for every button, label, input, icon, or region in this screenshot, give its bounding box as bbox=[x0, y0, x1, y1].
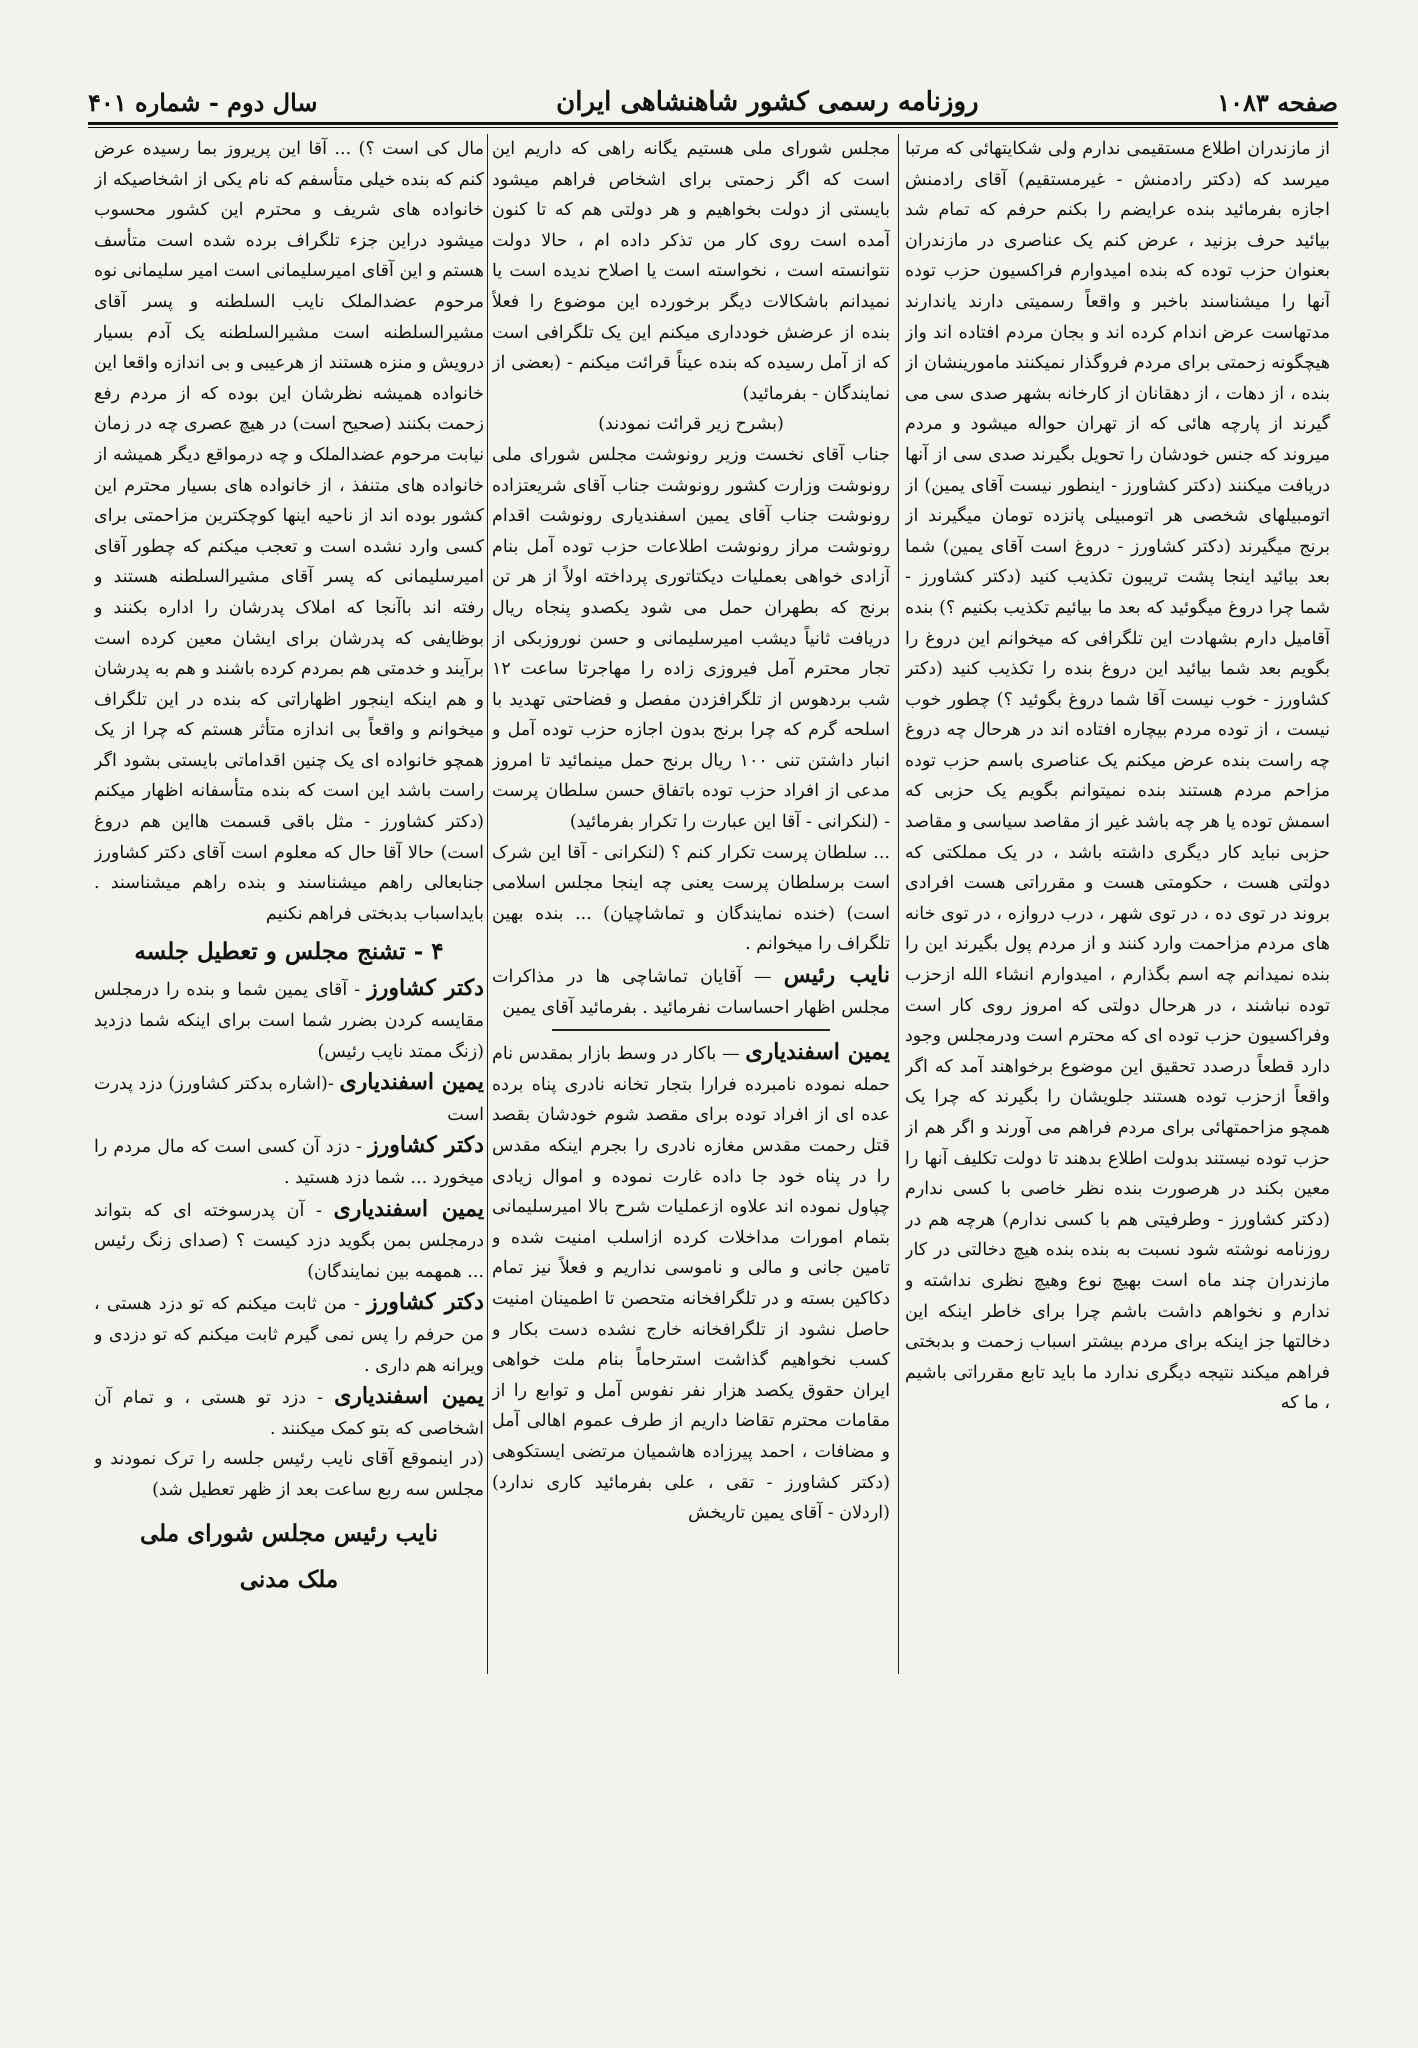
section-title: ۴ - تشنج مجلس و تعطیل جلسه bbox=[134, 938, 444, 966]
header-rule bbox=[88, 122, 1338, 125]
speech-text: - من ثابت میکنم که تو دزد هستی ، من حرفم را پس نمی گیرم ثابت میکنم که تو دزدی و ویرانه هم داری . bbox=[94, 1294, 484, 1376]
issue-number: سال دوم - شماره ۴۰۱ bbox=[88, 87, 318, 117]
paragraph: از مازندران اطلاع مستقیمی ندارم ولی شکایتهائی که مرتبا میرسد که (دکتر رادمنش - غیرمستقیم) آقای رادمنش اجازه بفرمائید بنده عرایضم را بکنم حرفم که تمام شد بیائید حرف بزنید ، عرض کنم یک عناصری در مازندران بعنوان حزب توده که بنده امیدوارم فراکسیون حزب توده آنها را میشناسند باخبر و واقعاً رسمیتی دارند یاندارند مدتهاست عرض اندام کرده اند و بجان مردم افتاده اند واز هیچگونه زحمتی برای مردم فروگذار نمیکنند مامورینشان از بنده ، از دهات ، از دهقانان از کارخانه بشهر صدی سی می گیرند از پارچه هائی که از تهران حواله میشود و مردم میروند که جنس خودشان را تحویل بگیرند صدی سی از آنها دریافت میکنند (دکتر کشاورز - اینطور نیست آقای یمین) از اتومبیلهای شخصی هر اتومبیلی پانزده تومان میگیرند از برنج میگیرند (دکتر کشاورز - دروغ است آقای یمین) شما بعد بیائید اینجا پشت تریبون تکذیب کنید (دکتر کشاورز - شما چرا دروغ میگوئید که بعد ما بیائیم تکذیب بکنیم ؟) بنده آقامیل دارم بشهادت این تلگرافی که میخوانم این دروغ را بگویم بعد شما بیائید این دروغ بنده را تکذیب کنید (دکتر کشاورز - خوب نیست آقا شما دروغ بگوئید ؟) چطور خوب نیست ، از توده مردم بیچاره افتاده اند در هرحال چه دروغ چه راست بنده عرض میکنم یک عناصری باسم حزب توده مزاحم مردم هستند بنده نمیتوانم بگویم یک حزبی که اسمش توده یا هر چه باشد غیر از مقاصد سیاسی و مقاصد حزبی نباید کار دیگری داشته باشد ، در یک مملکتی که دولتی هست ، حکومتی هست و مقرراتی هست افرادی بروند در توی ده ، در توی شهر ، درب دروازه ، در توی خانه های مردم مزاحمت وارد کنند و از مردم پول بگیرند این را بنده نمیدانم چه اسم بگذارم ، امیدوارم انشاء الله ازحزب توده نباشند ، در هرحال دولتی که امروز روی کار است وفراکسیون حزب توده ای که محترم است ودرمجلس وجود دارد قطعاً درصدد تحقیق این موضوع برخواهند آمد که اگر واقعاً ازحزب توده هستند جلویشان را بگیرند که چرا یک همچو مزاحمتهائی برای مردم فراهم می آورند و اگر هم از حزب توده نیستند بدولت اطلاع بدهند تا دولت تکلیف آنها را معین بکند در هرصورت بنده نظر خاصی با کسی ندارم (دکتر کشاورز - وطرفیتی هم با کسی ندارم) هرچه هم در روزنامه نوشته شود نسبت به بنده بنده هیچ دخالتی در کار مازندران چند ماه است بهیچ نوع وهیچ نظری نداشته و ندارم و نخواهم داشت باشم چرا برای خاطر اینکه این دخالتها جز اینکه برای مردم بیشتر اسباب زحمت و بدبختی فراهم میکند نتیجه دیگری ندارد ما باید تابع مقرراتی باشیم ، ما که bbox=[905, 139, 1330, 1414]
speech-block bbox=[94, 973, 484, 1067]
header-rule-thin bbox=[88, 127, 1338, 128]
column-middle bbox=[492, 134, 890, 1674]
speech-block bbox=[94, 1067, 484, 1130]
speaker-name: دکتر کشاورز bbox=[368, 1132, 484, 1159]
speech-block bbox=[94, 1287, 484, 1381]
speech-text: — آقایان تماشاچی ها در مذاکرات مجلس اظهار احساسات نفرمائید . بفرمائید آقای یمین bbox=[492, 967, 890, 1018]
page-header bbox=[88, 82, 1338, 122]
speech-block bbox=[94, 1194, 484, 1288]
speaker-name: نایب رئیس bbox=[783, 962, 890, 989]
speech-text: - آن پدرسوخته ای که بتواند درمجلس بمن بگوید دزد کیست ؟ (صدای زنگ رئیس ... همهمه بین نمایندگان) bbox=[94, 1200, 484, 1282]
speaker-name: دکتر کشاورز bbox=[366, 1289, 484, 1316]
speaker-name: یمین اسفندیاری bbox=[745, 1039, 890, 1066]
speaker-name: یمین اسفندیاری bbox=[334, 1383, 484, 1410]
speech-block bbox=[94, 1130, 484, 1193]
speech-text: - دزد تو هستی ، و تمام آن اشخاصی که بتو کمک میکنند . bbox=[94, 1388, 484, 1439]
signature-title: نایب رئیس مجلس شورای ملی bbox=[139, 1519, 439, 1547]
speaker-name: یمین اسفندیاری bbox=[339, 1069, 484, 1096]
closing-note: (در اینموقع آقای نایب رئیس جلسه را ترک نمودند و مجلس سه ربع ساعت بعد از ظهر تعطیل شد) bbox=[94, 1449, 484, 1500]
column-divider-right bbox=[898, 134, 899, 1674]
speech-text: — باکار در وسط بازار بمقدس نام حمله نموده نامبرده فرارا بتجار تخانه نادری پناه برده عده ای از افراد توده برای مقصد شوم خودشان بقصد قتل رحمت مقدس مغازه نادری را بجرم اینکه مقدس را در پناه خود جا داده غارت نموده و اموال زیادی چپاول نموده اند علاوه ازعملیات شرح بالا امیرسلیمانی بتمام امورات مداخلات کرده ازاسلب امنیت شده و تامین جانی و مالی و ناموسی نداریم و فعلاً نیز تمام دکاکین بسته و در تلگرافخانه متحصن تا اطمینان امنیت حاصل نشود از تلگرافخانه خارج نشده دست بکار و کسب نخواهیم گذاشت استرحاماً بنام ملت خواهی ایران حقوق یکصد هزار نفر نفوس آمل و توابع را از مقامات محترم تقاضا داریم از طرف عموم اهالی آمل و مضافات ، احمد پیرزاده هاشمیان مرتضی ایستکوهی (دکتر کشاورز - تقی ، علی بفرمائید کاری ندارد) (اردلان - آقای یمین تاریخش bbox=[492, 1044, 890, 1524]
column-divider-left bbox=[487, 134, 488, 1674]
column-left bbox=[94, 134, 484, 1674]
gazette-title: روزنامه رسمی کشور شاهنشاهی ایران bbox=[556, 87, 979, 117]
divider bbox=[552, 1029, 830, 1031]
reading-note: (بشرح زیر قرائت نمودند) bbox=[598, 414, 784, 435]
speech-text: -(اشاره بدکتر کشاورز) دزد پدرت است bbox=[94, 1074, 484, 1125]
telegram-text: جناب آقای نخست وزیر رونوشت مجلس شورای ملی رونوشت وزارت کشور رونوشت جناب آقای شریعتزاده رونوشت جناب آقای یمین اسفندیاری رونوشت اقدام رونوشت مراز رونوشت اطلاعات حزب توده آمل بنام آزادی خواهی بعملیات دیکتاتوری پرداخته اولاً از هر تن برنج که بطهران حمل می شود یکصدو پنجاه ریال دریافت ثانیاً دیشب امیرسلیمانی و حسن نوروزبکی از تجار محترم آمل فیروزی زاده را مهاجرتا ساعت ۱۲ شب بردهوس از تلگرافزدن مفصل و فضاحتی تهدید با اسلحه گرم که چرا برنج بدون اجازه حزب توده آمل و انبار داشتن تنی ۱۰۰ ریال برنج حمل مینمائید تا امروز مدعی از افراد حزب توده باتفاق حسن سلطان پرست - (لنکرانی - آقا این عبارت را تکرار بفرمائید) bbox=[492, 444, 890, 833]
speech-text: - دزد آن کسی است که مال مردم را میخورد ... شما دزد هستید . bbox=[94, 1137, 484, 1188]
signature-name: ملک مدنی bbox=[239, 1565, 339, 1593]
speech-block bbox=[492, 960, 890, 1023]
paragraph: مال کی است ؟) ... آقا این پریروز بما رسیده عرض کنم که بنده خیلی متأسفم که نام یکی از اشخاصیکه از خانواده های شریف و محترم این کشور محسوب میشود دراین جزء تلگراف برده شده است متأسف هستم و این آقای امیرسلیمانی است امیر سلیمانی نوه مرحوم عضدالملک نایب السلطنه و پسر آقای مشیرالسلطنه است مشیرالسلطنه یک آدم بسیار درویش و منزه هستند از هرعیبی و بی اندازه واقعا این خانواده همیشه نظرشان این بوده که از مردم رفع زحمت بکنند (صحیح است) در هیچ عصری چه در زمان نیابت مرحوم عضدالملک و چه درمواقع دیگر همیشه از خانواده های متنفذ ، از خانواده های بسیار محترم این کشور بوده اند از ناحیه اینها کوچکترین مزاحمتی برای کسی وارد نشده است و تعجب میکنم که چطور آقای امیرسلیمانی که پسر آقای مشیرالسلطنه هستند و رفته اند باآنجا که املاک پدرشان را اداره بکنند و بوظایفی که پدرشان برای ایشان معین کرده است برآیند و خدمتی هم بمردم کرده باشند و هم به پدرشان و هم اینکه اینجور اظهاراتی که بنده در این تلگراف میخوانم و واقعاً بی اندازه متأثر هستم که چرا از یک همچو خانواده ای یک چنین اقداماتی بایستی بشود اگر راست باشد این است که بنده متأسفانه اظهار میکنم (دکتر کشاورز - مثل باقی قسمت هااین هم دروغ است) حالا آقا حال که معلوم است آقای دکتر کشاورز جنابعالی راهم میشناسند و بنده راهم میشناسند . بایداسباب بدبختی فراهم نکنیم bbox=[94, 139, 484, 924]
paragraph: مجلس شورای ملی هستیم یگانه راهی که داریم این است که اگر زحمتی برای اشخاص فراهم میشود بایستی از دولت بخواهیم و هر دولتی هم که تا کنون آمده است روی کار من تذکر داده ام ، حالا دولت نتوانسته است ، نخواسته است یا اصلاح ندیده است یا نمیدانم باشکالات دیگر برخورده این موضوع را فعلاً بنده از عرضش خودداری میکنم این یک تلگرافی است که از آمل رسیده که بنده عیناً قرائت میکنم - (بعضی از نمایندگان - بفرمائید) bbox=[492, 139, 890, 404]
page-number: صفحه ۱۰۸۳ bbox=[1217, 87, 1338, 117]
speech-block bbox=[492, 1037, 890, 1529]
speech-text: - آقای یمین شما و بنده را درمجلس مقایسه کردن بضرر شما است برای اینکه شما دزدید (زنگ ممتد نایب رئیس) bbox=[94, 980, 484, 1062]
column-right bbox=[905, 134, 1330, 1674]
speaker-name: یمین اسفندیاری bbox=[333, 1195, 484, 1222]
speaker-name: دکتر کشاورز bbox=[367, 975, 484, 1002]
speech-block bbox=[94, 1381, 484, 1444]
paragraph: ... سلطان پرست تکرار کنم ؟ (لنکرانی - آقا این شرک است برسلطان پرست یعنی چه اینجا مجلس اسلامی است) (خنده نمایندگان و تماشاچیان) ... بنده بهین تلگراف را میخوانم . bbox=[492, 842, 890, 955]
